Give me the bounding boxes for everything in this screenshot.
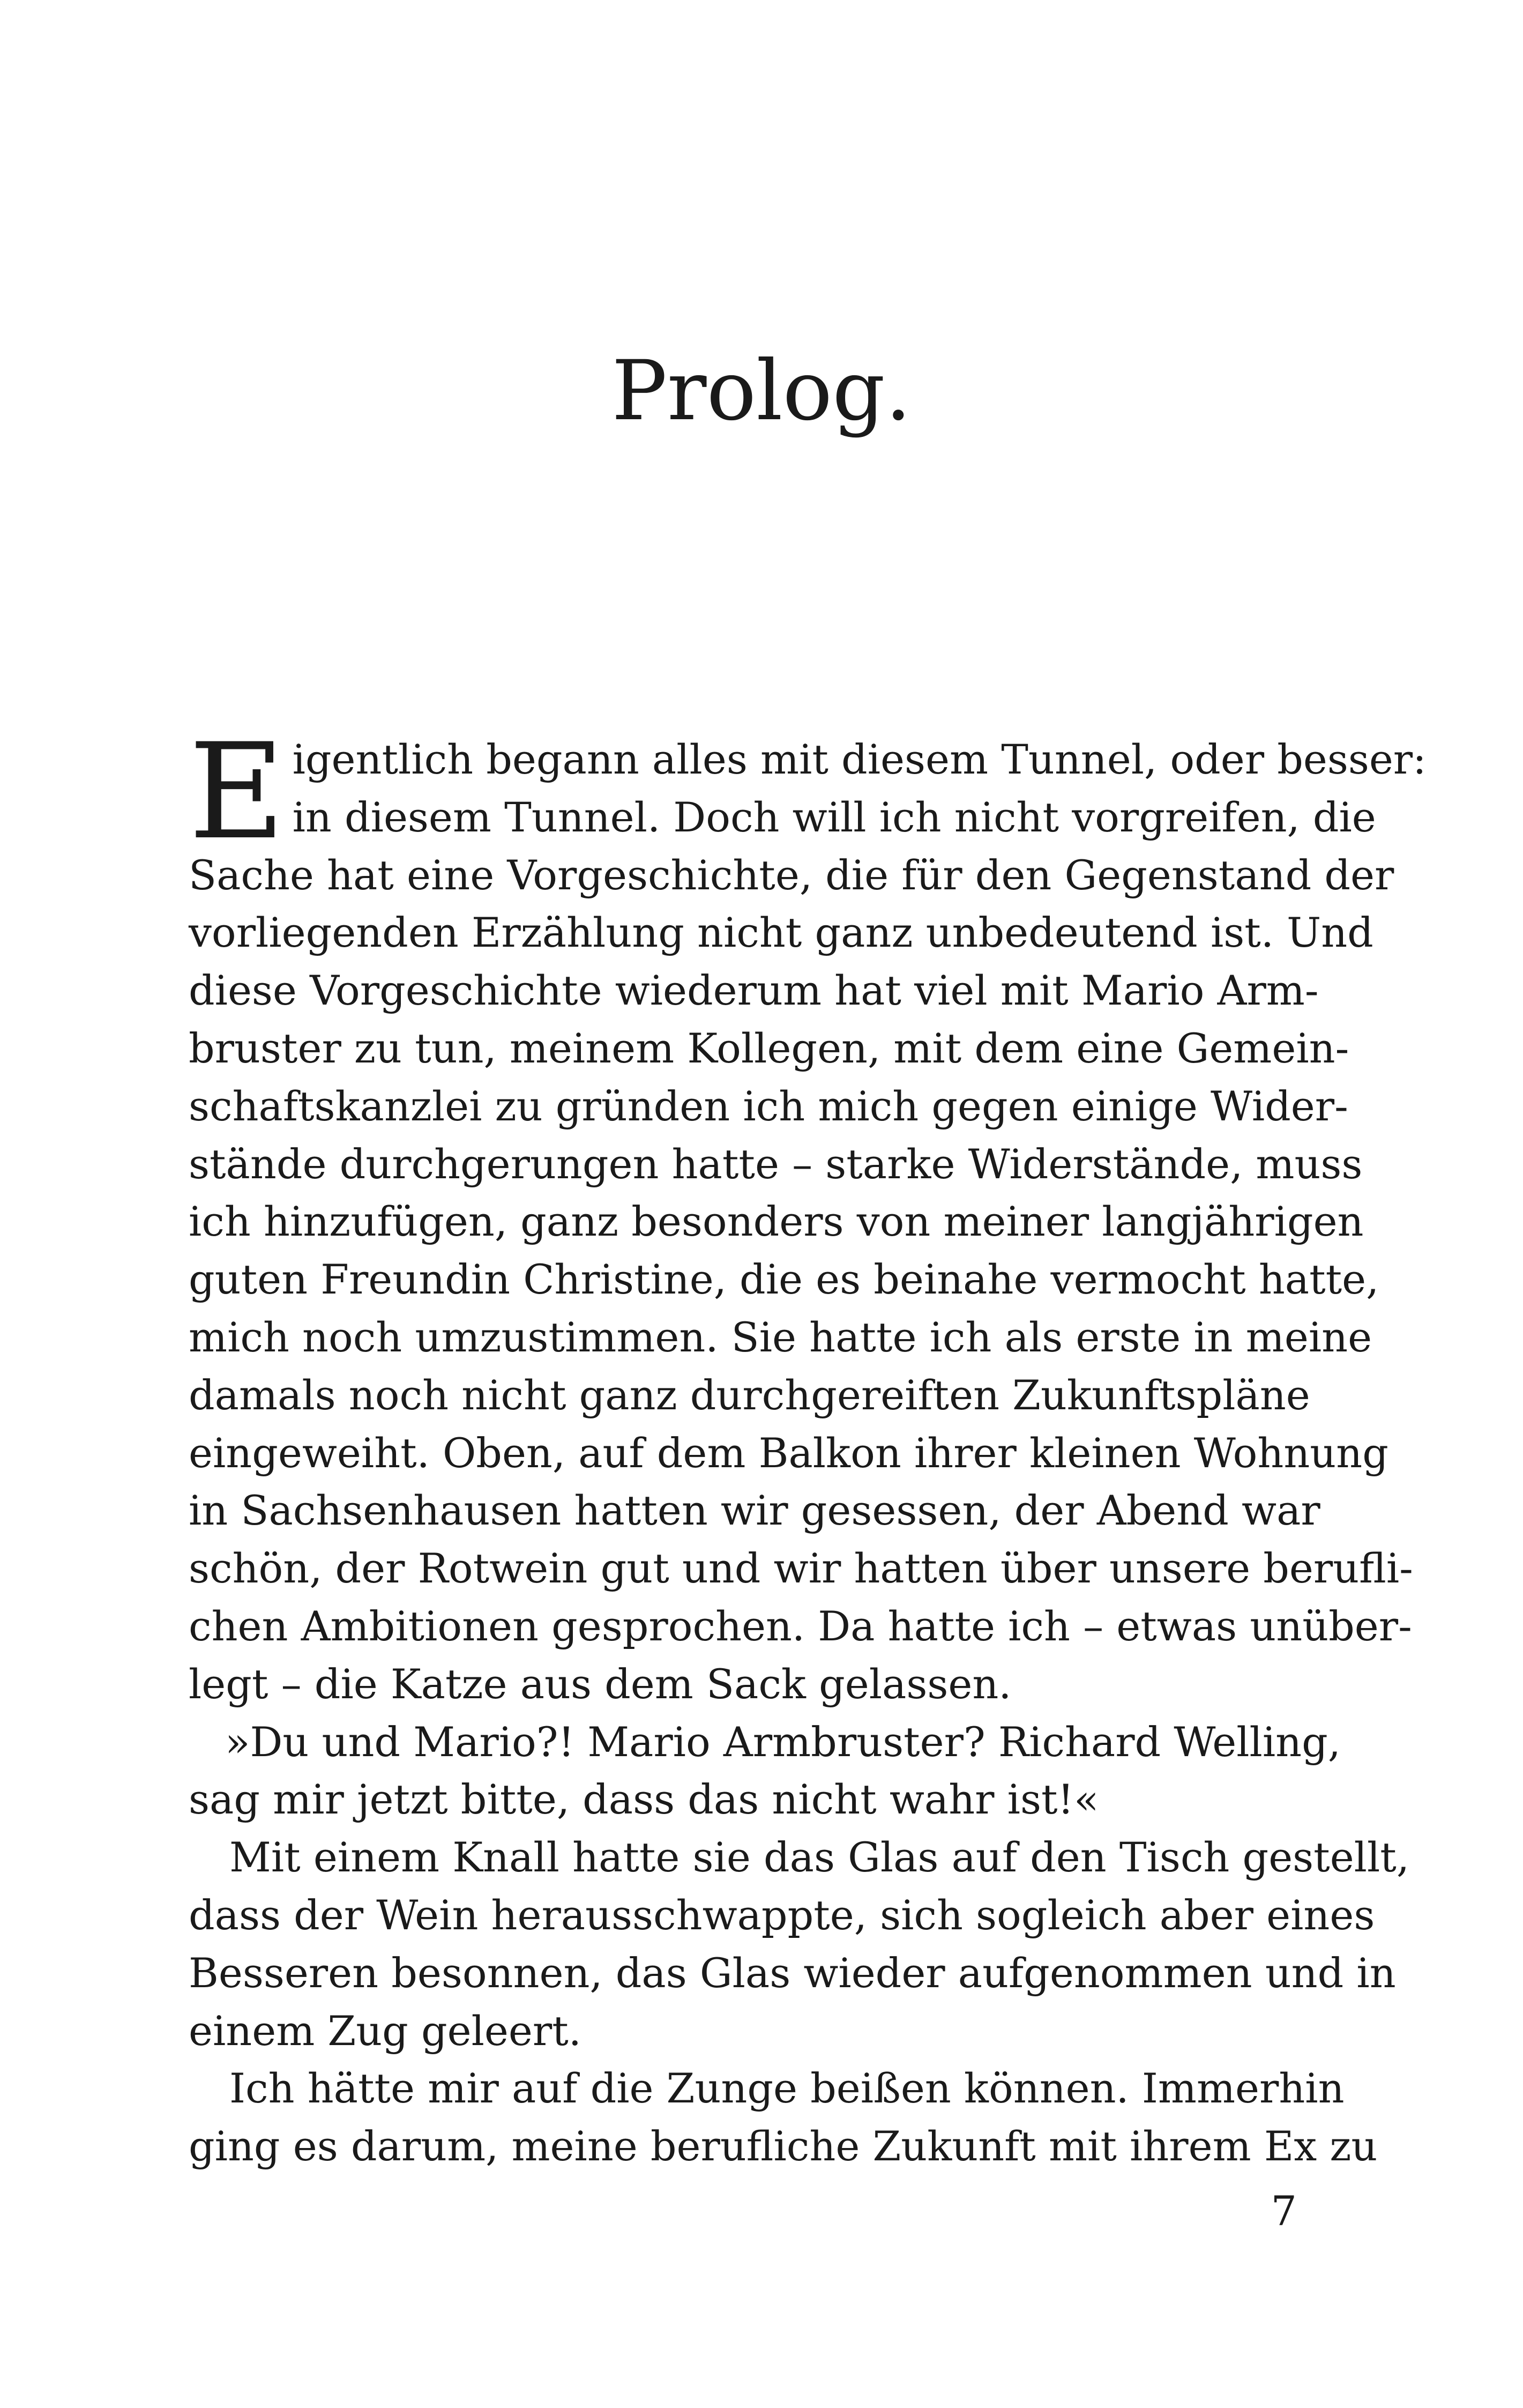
body-text (189, 716, 1427, 2175)
drop-cap-letter: E (189, 716, 285, 869)
paragraph-3 (189, 1829, 1409, 2060)
text-line: Ich hätte mir auf die Zunge beißen können. Immerhin (229, 2064, 1345, 2113)
text-line: Sache hat eine Vorgeschichte, die für den Gegenstand der (189, 851, 1394, 899)
text-line: damals noch nicht ganz durchgereiften Zukunftspläne (189, 1371, 1310, 1419)
paragraph-4 (189, 2060, 1378, 2175)
paragraph-2 (189, 1713, 1341, 1829)
text-line: ich hinzufügen, ganz besonders von meiner langjährigen (189, 1198, 1364, 1246)
text-line: mich noch umzustimmen. Sie hatte ich als erste in meine (189, 1313, 1372, 1361)
chapter-title: Prolog. (611, 343, 912, 439)
text-line: in diesem Tunnel. Doch will ich nicht vorgreifen, die (292, 793, 1376, 841)
text-line: stände durchgerungen hatte – starke Widerstände, muss (189, 1140, 1363, 1188)
text-line: »Du und Mario?! Mario Armbruster? Richard Welling, (225, 1718, 1341, 1766)
text-line: vorliegenden Erzählung nicht ganz unbedeutend ist. Und (189, 909, 1373, 957)
page-number: 7 (1271, 2187, 1297, 2235)
text-line: dass der Wein herausschwappte, sich sogleich aber eines (189, 1891, 1375, 1939)
text-line: schaftskanzlei zu gründen ich mich gegen einige Wider- (189, 1082, 1348, 1130)
text-line: eingeweiht. Oben, auf dem Balkon ihrer kleinen Wohnung (189, 1429, 1388, 1477)
paragraph-1 (189, 716, 1427, 1713)
text-line: einem Zug geleert. (189, 2006, 581, 2055)
text-line: igentlich begann alles mit diesem Tunnel, oder besser: (292, 735, 1427, 783)
text-line: ging es darum, meine berufliche Zukunft mit ihrem Ex zu (189, 2122, 1378, 2171)
text-line: bruster zu tun, meinem Kollegen, mit dem eine Gemein- (189, 1024, 1349, 1072)
text-line: schön, der Rotwein gut und wir hatten über unsere berufli- (189, 1544, 1413, 1593)
text-line: diese Vorgeschichte wiederum hat viel mit Mario Arm- (189, 967, 1319, 1015)
text-line: guten Freundin Christine, die es beinahe vermocht hatte, (189, 1255, 1379, 1304)
text-line: chen Ambitionen gesprochen. Da hatte ich – etwas unüber- (189, 1602, 1412, 1650)
text-line: sag mir jetzt bitte, dass das nicht wahr ist!« (189, 1775, 1099, 1824)
text-line: legt – die Katze aus dem Sack gelassen. (189, 1660, 1012, 1708)
text-line: Besseren besonnen, das Glas wieder aufgenommen und in (189, 1949, 1396, 1997)
text-line: in Sachsenhausen hatten wir gesessen, der Abend war (189, 1487, 1320, 1535)
text-line: Mit einem Knall hatte sie das Glas auf den Tisch gestellt, (229, 1833, 1409, 1882)
